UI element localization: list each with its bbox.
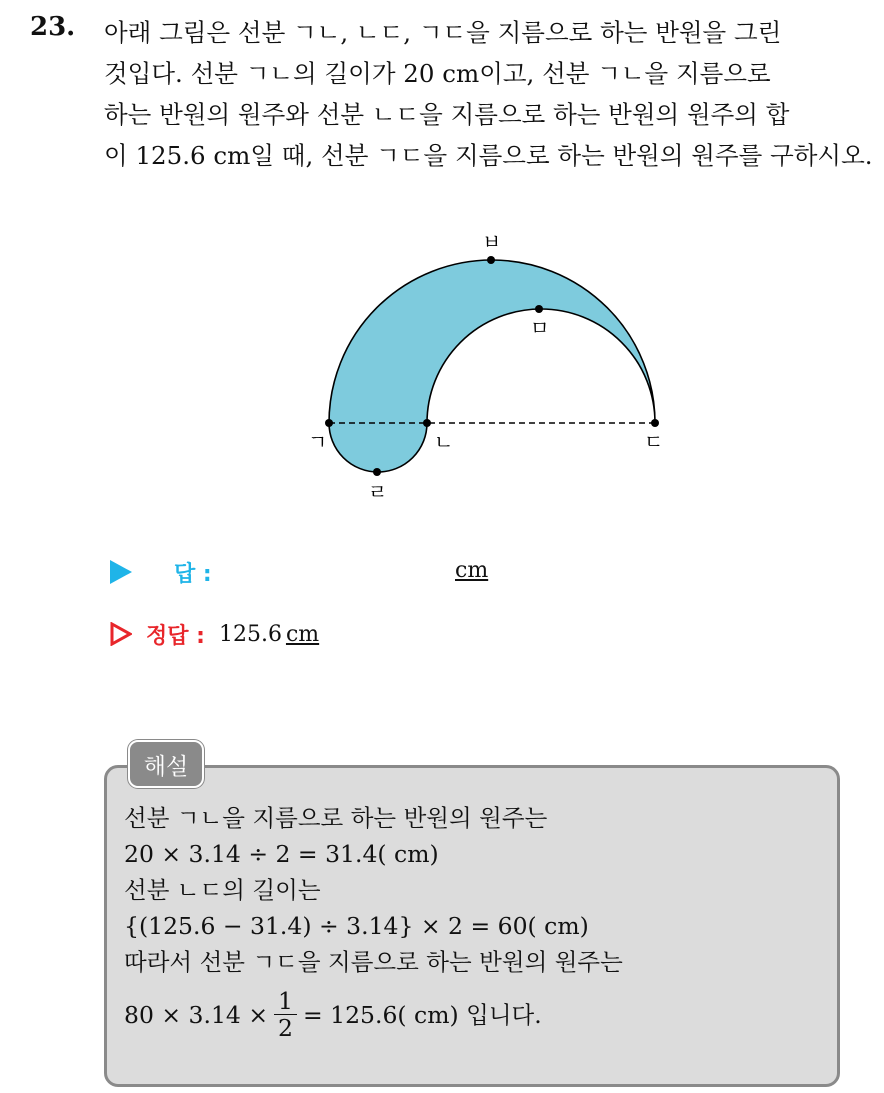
explanation-line: 선분 ㄴㄷ의 길이는 [124, 876, 321, 904]
point-d [651, 419, 659, 427]
question-line: 아래 그림은 선분 ㄱㄴ, ㄴㄷ, ㄱㄷ을 지름으로 하는 반원을 그린 [104, 18, 782, 47]
fraction-numerator: 1 [274, 988, 297, 1015]
label-n: ㄴ [434, 430, 454, 454]
question-text [104, 12, 873, 176]
fraction [274, 988, 297, 1041]
answer-label: 답 : [174, 561, 212, 587]
shaded-region [329, 260, 655, 472]
label-g: ㄱ [308, 430, 328, 454]
label-d: ㄷ [644, 430, 664, 454]
semicircle-figure [300, 225, 680, 505]
point-n [423, 419, 431, 427]
point-m [535, 305, 543, 313]
explanation-final-line [124, 988, 623, 1041]
point-g [325, 419, 333, 427]
explanation-line: {(125.6 − 31.4) ÷ 3.14} × 2 = 60( cm) [124, 912, 589, 940]
question-number: 23. [30, 12, 76, 42]
answer-unit: cm [455, 558, 489, 583]
explanation-tab: 해설 [128, 740, 204, 788]
question-line: 하는 반원의 원주와 선분 ㄴㄷ을 지름으로 하는 반원의 원주의 합 [104, 100, 790, 129]
explanation-line: 따라서 선분 ㄱㄷ을 지름으로 하는 반원의 원주는 [124, 948, 623, 976]
point-b [487, 256, 495, 264]
explanation-line: 20 × 3.14 ÷ 2 = 31.4( cm) [124, 840, 439, 868]
explanation-line: 선분 ㄱㄴ을 지름으로 하는 반원의 원주는 [124, 804, 548, 832]
fraction-denominator: 2 [278, 1014, 293, 1042]
label-m: ㅁ [530, 316, 550, 340]
correct-unit: cm [285, 621, 320, 647]
correct-answer-value [219, 622, 319, 647]
correct-answer-label: 정답 : [146, 623, 205, 649]
play-triangle-icon [110, 560, 132, 584]
question-line: 것입다. 선분 ㄱㄴ의 길이가 20 cm이고, 선분 ㄱㄴ을 지름으로 [104, 59, 771, 88]
question-line: 이 125.6 cm일 때, 선분 ㄱㄷ을 지름으로 하는 반원의 원주를 구하시오. [104, 141, 873, 170]
point-r [373, 468, 381, 476]
correct-answer-row [110, 614, 319, 654]
explanation-body [124, 800, 623, 1041]
label-b: ㅂ [482, 230, 502, 254]
final-line-prefix: 80 × 3.14 × [124, 1000, 269, 1029]
outline-triangle-icon [110, 622, 132, 646]
label-r: ㄹ [368, 480, 388, 504]
final-line-suffix: = 125.6( cm) 입니다. [302, 1000, 542, 1029]
answer-row [110, 552, 489, 592]
correct-value: 125.6 [218, 621, 282, 647]
